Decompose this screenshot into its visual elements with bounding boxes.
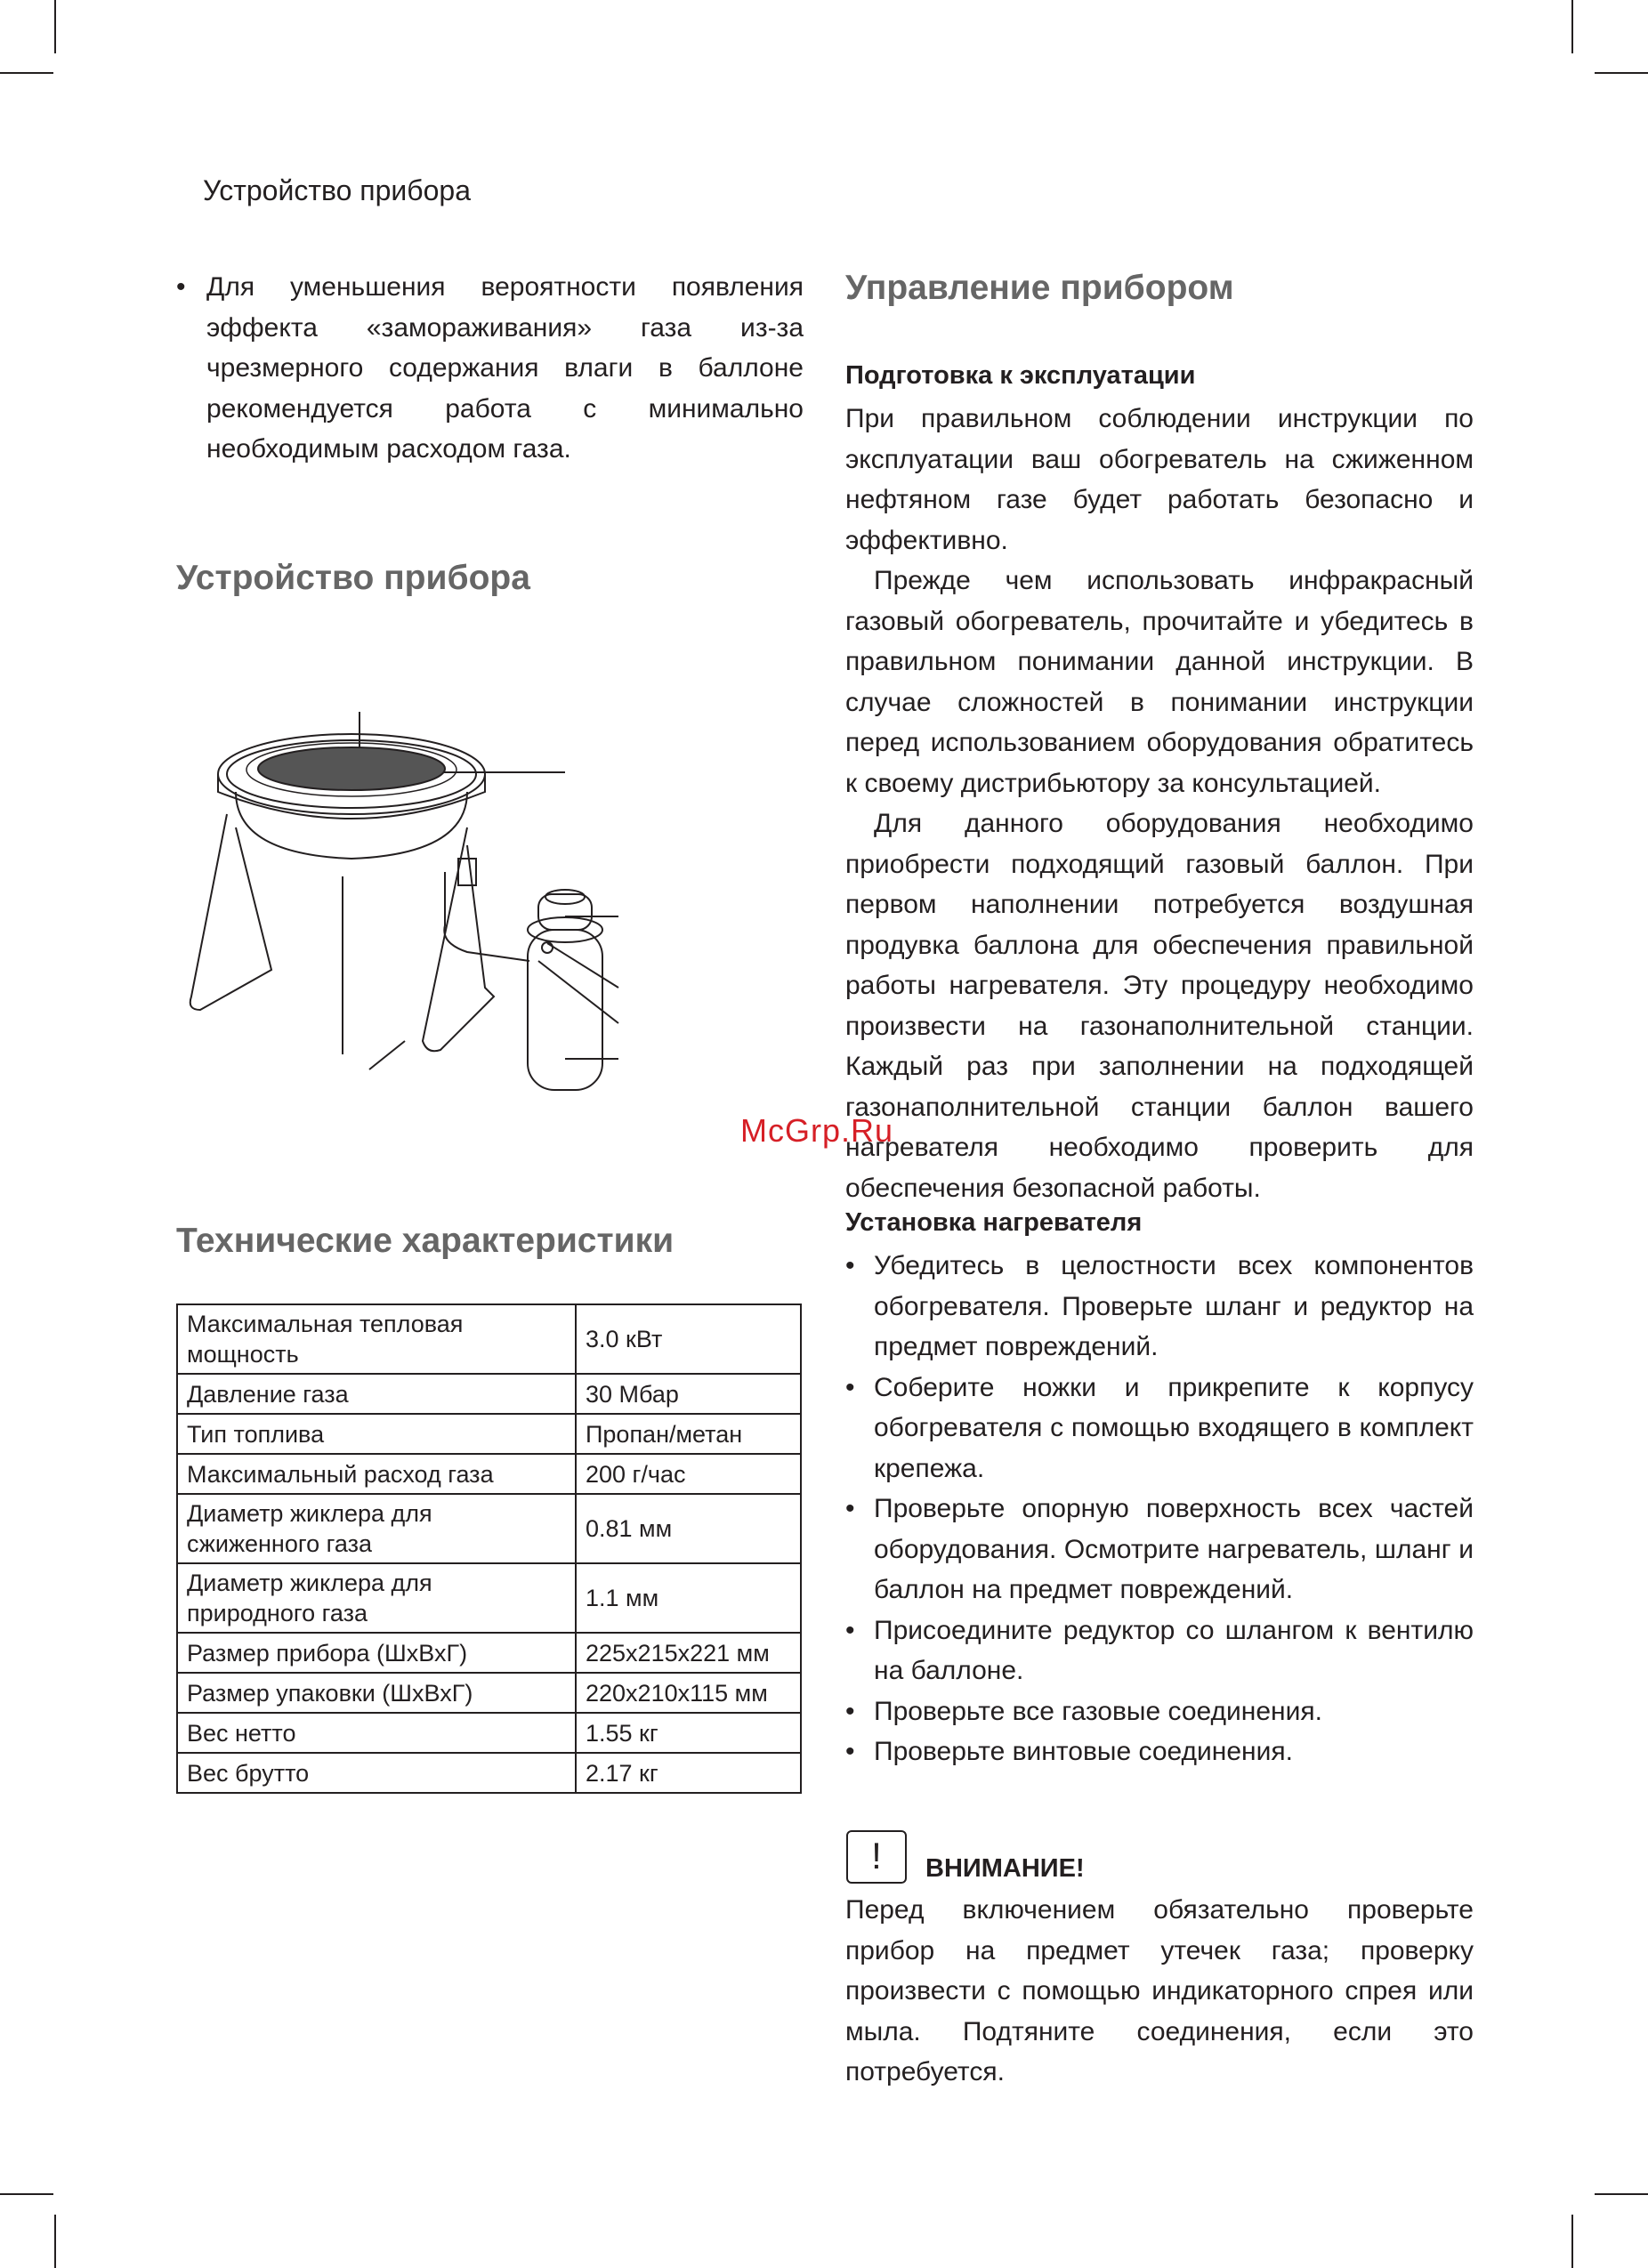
- crop-mark: [54, 0, 56, 53]
- crop-mark: [1571, 2215, 1573, 2268]
- table-row: [177, 1414, 801, 1454]
- crop-mark: [1595, 72, 1648, 74]
- table-row: [177, 1753, 801, 1793]
- spec-value: 1.1 мм: [576, 1563, 801, 1633]
- list-item: • Проверьте винтовые соединения.: [845, 1737, 1293, 1766]
- watermark: McGrp.Ru: [740, 1112, 894, 1149]
- crop-mark: [1571, 0, 1573, 53]
- prep-paragraph-3: Для данного оборудования необходимо приобрести подходящий газовый баллон. При первом наполнении потребуется воздушная продувка баллона для обеспечения правильной работы нагревателя. Эту процедуру необходимо произвести на газонаполнительной станции. Каждый раз при заполнении на подходящей газонаполнительной станции баллон вашего нагревателя необходимо проверить для обеспечения безопасной работы.: [845, 809, 1474, 1203]
- table-row: [177, 1304, 801, 1374]
- spec-value: 2.17 кг: [576, 1753, 801, 1793]
- spec-value: 200 г/час: [576, 1454, 801, 1494]
- spec-key: Тип топлива: [177, 1414, 576, 1454]
- table-row: [177, 1374, 801, 1414]
- spec-key: Диаметр жиклера для природного газа: [177, 1563, 576, 1633]
- crop-mark: [54, 2215, 56, 2268]
- exclamation-icon: !: [846, 1830, 907, 1884]
- running-header: Устройство прибора: [203, 174, 472, 206]
- install-heading: Установка нагревателя: [845, 1208, 1143, 1237]
- crop-mark: [0, 72, 53, 74]
- spec-value: 225x215x221 мм: [576, 1633, 801, 1673]
- prep-heading: Подготовка к эксплуатации: [845, 361, 1196, 390]
- specs-table: [176, 1303, 802, 1794]
- list-item: • Соберите ножки и прикрепите к корпусу обогревателя с помощью входящего в комплект крепежа.: [845, 1372, 1474, 1483]
- warning-title: ВНИМАНИЕ!: [925, 1854, 1085, 1883]
- crop-mark: [0, 2193, 53, 2195]
- intro-bullet: • Для уменьшения вероятности появления эффекта «замораживания» газа из-за чрезмерного содержания влаги в баллоне рекомендуется работа с минимально необходимым расходом газа.: [176, 272, 804, 464]
- table-row: [177, 1633, 801, 1673]
- list-item: • Проверьте опорную поверхность всех частей оборудования. Осмотрите нагреватель, шланг и баллон на предмет повреждений.: [845, 1494, 1474, 1604]
- prep-section: [845, 399, 1474, 1208]
- control-heading: Управление прибором: [845, 269, 1234, 307]
- spec-value: 1.55 кг: [576, 1713, 801, 1753]
- spec-key: Диаметр жиклера для сжиженного газа: [177, 1494, 576, 1563]
- specs-heading: Технические характеристики: [176, 1222, 675, 1260]
- spec-key: Максимальный расход газа: [177, 1454, 576, 1494]
- spec-value: 220x210x115 мм: [576, 1673, 801, 1713]
- prep-paragraph-1: При правильном соблюдении инструкции по эксплуатации ваш обогреватель на сжиженном нефтяном газе будет работать безопасно и эффективно.: [845, 404, 1474, 555]
- spec-value: 0.81 мм: [576, 1494, 801, 1563]
- spec-key: Размер прибора (ШхВхГ): [177, 1633, 576, 1673]
- table-row: [177, 1713, 801, 1753]
- spec-value: Пропан/метан: [576, 1414, 801, 1454]
- table-row: [177, 1563, 801, 1633]
- crop-mark: [1595, 2193, 1648, 2195]
- spec-key: Вес нетто: [177, 1713, 576, 1753]
- list-item: • Убедитесь в целостности всех компонентов обогревателя. Проверьте шланг и редуктор на предмет повреждений.: [845, 1251, 1474, 1361]
- spec-key: Размер упаковки (ШхВхГ): [177, 1673, 576, 1713]
- spec-value: 3.0 кВт: [576, 1304, 801, 1374]
- table-row: [177, 1673, 801, 1713]
- spec-key: Вес брутто: [177, 1753, 576, 1793]
- install-list: [845, 1246, 1474, 1772]
- table-row: [177, 1494, 801, 1563]
- table-row: [177, 1454, 801, 1494]
- left-column: [176, 267, 804, 464]
- list-item: • Проверьте все газовые соединения.: [845, 1696, 1322, 1726]
- warning-text: Перед включением обязательно проверьте прибор на предмет утечек газа; проверку произвести с помощью индикаторного спрея или мыла. Подтяните соединения, если это потребуется.: [845, 1895, 1474, 2086]
- list-item: • Присоедините редуктор со шлангом к вентилю на баллоне.: [845, 1615, 1474, 1685]
- device-diagram: [174, 703, 681, 1112]
- spec-key: Максимальная тепловая мощность: [177, 1304, 576, 1374]
- spec-key: Давление газа: [177, 1374, 576, 1414]
- device-heading: Устройство прибора: [176, 559, 530, 597]
- spec-value: 30 Мбар: [576, 1374, 801, 1414]
- prep-paragraph-2: Прежде чем использовать инфракрасный газовый обогреватель, прочитайте и убедитесь в правильном понимании данной инструкции. В случае сложностей в понимании инструкции перед использованием оборудования обратитесь к своему дистрибьютору за консультацией.: [845, 566, 1474, 798]
- warning-section: [845, 1890, 1474, 2093]
